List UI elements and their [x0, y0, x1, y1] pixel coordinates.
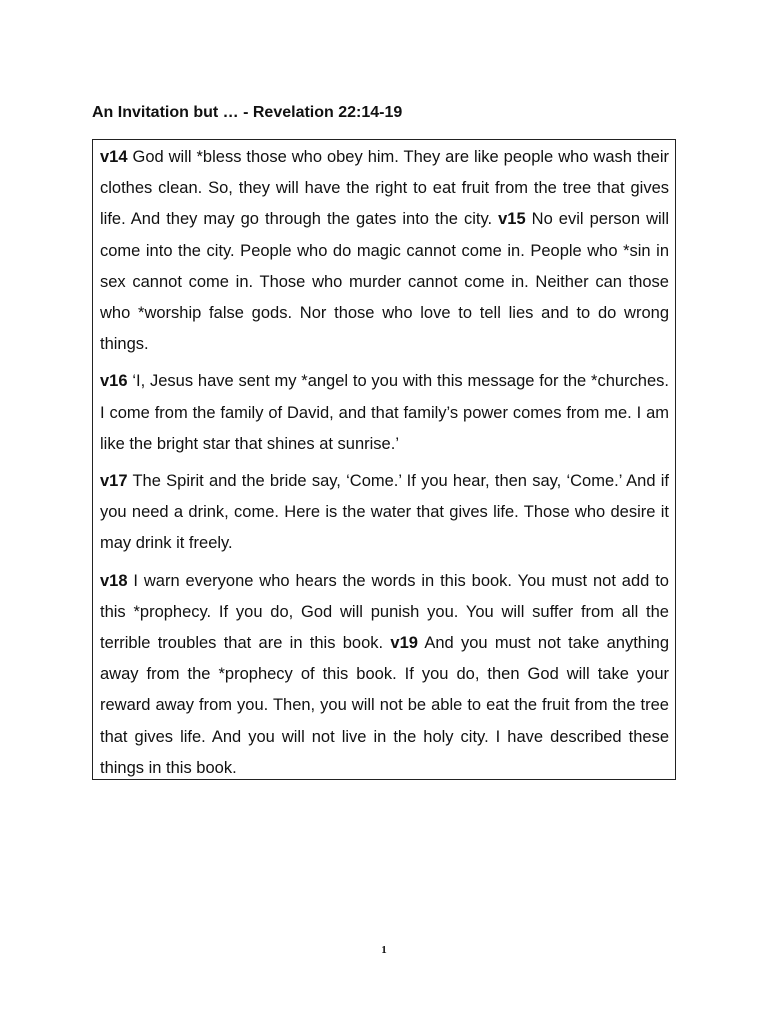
verse-number-v16: v16 — [100, 372, 128, 391]
verse-text-v19: And you must not take anything away from the *prophecy of this book. If you do, then God will take your reward away from you. Then, you will not be able to eat the fruit from the tree that gives life. And you will not live in the holy city. I have described these things in this book. — [100, 634, 669, 777]
paragraph-v17 — [100, 466, 669, 560]
verse-number-v19: v19 — [390, 634, 418, 653]
verse-number-v15: v15 — [498, 210, 526, 229]
verse-text-v18: I warn everyone who hears the words in this book. You must not add to this *prophecy. If you do, God will punish you. You will suffer from all the terrible troubles that are in this book. — [100, 571, 669, 653]
paragraph-v16 — [100, 366, 669, 460]
verse-text-v16: ‘I, Jesus have sent my *angel to you with this message for the *churches. I come from the family of David, and that family’s power comes from me. I am like the bright star that shines at sunrise — [100, 372, 669, 453]
paragraph-v14-v15 — [100, 142, 669, 360]
verse-text-v14: God will *bless those who obey him. They are like people who wash their clothes clean. So, they will have the right to eat fruit from the tree that gives life. And they may go through the gates into the city. — [100, 148, 669, 229]
page-number: 1 — [381, 944, 387, 956]
verse-text-v15: No evil person will come into the city. People who do magic cannot come in. People who *sin in sex cannot come in. Those who murder cannot come in. Neither can those who *worship false gods. Nor those who love to tell lies and to do wrong things. — [100, 210, 669, 354]
verse-number-v14: v14 — [100, 148, 128, 166]
page-heading: An Invitation but … - Revelation 22:14-19 — [92, 104, 403, 121]
verse-text-v17-c: .’ And if you need a drink, come. Here is the water that gives life. Those who desire it may drink it freely. — [100, 472, 669, 553]
verse-text-v16-end: .’ — [390, 434, 399, 453]
scripture-box — [92, 139, 676, 780]
verse-number-v18: v18 — [100, 571, 128, 590]
verse-number-v17: v17 — [100, 472, 128, 491]
verse-text-v17-a: The Spirit and the bride say, ‘Come — [127, 472, 394, 491]
verse-text-v17-b: .’ If you hear, then say, ‘Come — [393, 472, 615, 491]
paragraph-v18-v19 — [100, 566, 669, 784]
